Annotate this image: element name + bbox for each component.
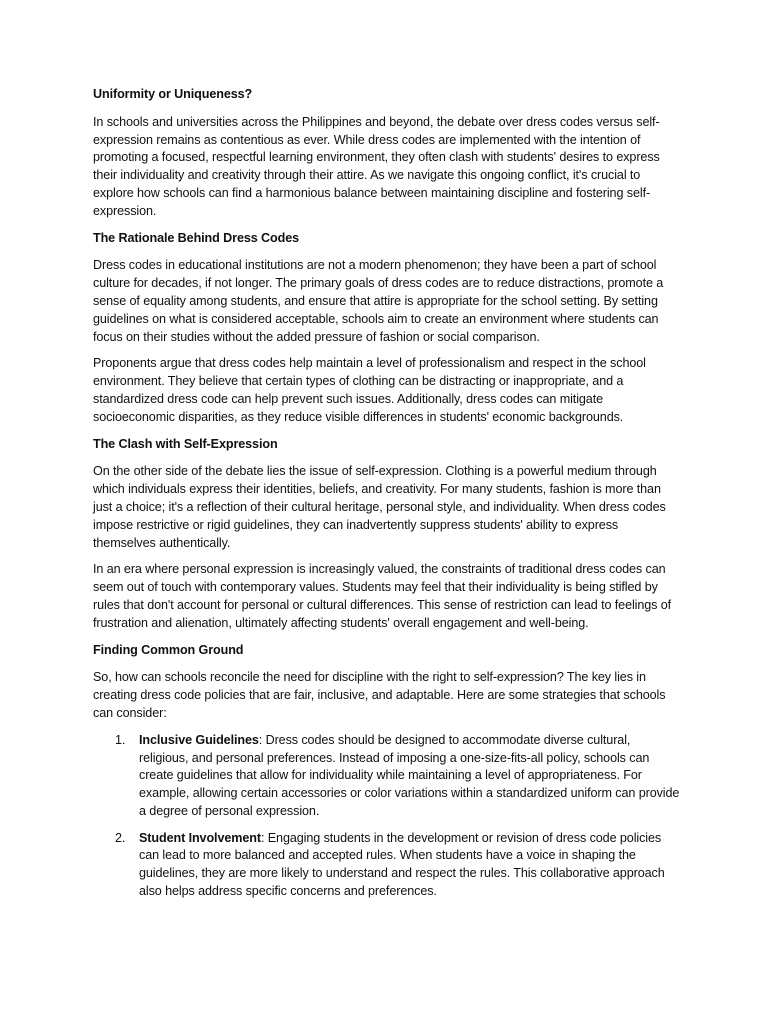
rationale-paragraph-1: Dress codes in educational institutions are not a modern phenomenon; they have been a part of school culture for decades, if not longer. The primary goals of dress codes are to reduce distractions, promote a sense of equality among students, and ensure that attire is appropriate for the school setting. By setting guidelines on what is considered acceptable, schools aim to create an environment where students can focus on their studies without the added pressure of fashion or social comparison. [93, 258, 664, 344]
section-heading-rationale: The Rationale Behind Dress Codes [93, 230, 300, 245]
intro-paragraph: In schools and universities across the Philippines and beyond, the debate over dress codes versus self-expression remains as contentious as ever. While dress codes are implemented with the intention of promoting a focused, respectful learning environment, they often clash with students' desires to express their individuality and creativity through their attire. As we navigate this ongoing conflict, it's crucial to explore how schools can find a harmonious balance between maintaining discipline and fostering self-expression. [93, 114, 660, 218]
list-item [93, 830, 683, 901]
list-item-text: : Engaging students in the development or revision of dress code policies can lead to more balanced and accepted rules. When students have a voice in shaping the guidelines, they are more likely to understand and respect the rules. This collaborative approach also helps address specific concerns and preferences. [139, 830, 665, 899]
section-heading-clash: The Clash with Self-Expression [93, 436, 278, 451]
clash-paragraph-1: On the other side of the debate lies the issue of self-expression. Clothing is a powerful medium through which individuals express their identities, beliefs, and creativity. For many students, fashion is more than just a choice; it's a reflection of their cultural heritage, personal style, and individuality. When dress codes impose restrictive or rigid guidelines, they can inadvertently suppress students' ability to express themselves authentically. [93, 464, 666, 550]
list-item-text: : Dress codes should be designed to accommodate diverse cultural, religious, and personal preferences. Instead of imposing a one-size-fits-all policy, schools can create guidelines that allow for individuality while maintaining a level of appropriateness. For example, allowing certain accessories or color variations within a standardized uniform can provide a degree of personal expression. [139, 732, 680, 818]
list-item-term: Inclusive Guidelines [139, 732, 259, 747]
list-item [93, 732, 683, 821]
strategies-list [93, 732, 683, 901]
common-ground-paragraph: So, how can schools reconcile the need for discipline with the right to self-expression? The key lies in creating dress code policies that are fair, inclusive, and adaptable. Here are some strategies that schools can consider: [93, 670, 666, 720]
clash-paragraph-2: In an era where personal expression is increasingly valued, the constraints of traditional dress codes can seem out of touch with contemporary values. Students may feel that their individuality is being stifled by rules that don't account for personal or cultural differences. This sense of restriction can lead to feelings of frustration and alienation, ultimately affecting students' overall engagement and well-being. [93, 562, 672, 630]
section-heading-common-ground: Finding Common Ground [93, 642, 244, 657]
list-item-term: Student Involvement [139, 830, 261, 845]
list-item-number: 1. [115, 732, 126, 747]
list-item-number: 2. [115, 830, 126, 845]
document-page [93, 86, 683, 910]
rationale-paragraph-2: Proponents argue that dress codes help maintain a level of professionalism and respect in the school environment. They believe that certain types of clothing can be distracting or inappropriate, and a standardized dress code can help prevent such issues. Additionally, dress codes can mitigate socioeconomic disparities, as they reduce visible differences in students' economic backgrounds. [93, 356, 646, 424]
article-title: Uniformity or Uniqueness? [93, 87, 253, 101]
